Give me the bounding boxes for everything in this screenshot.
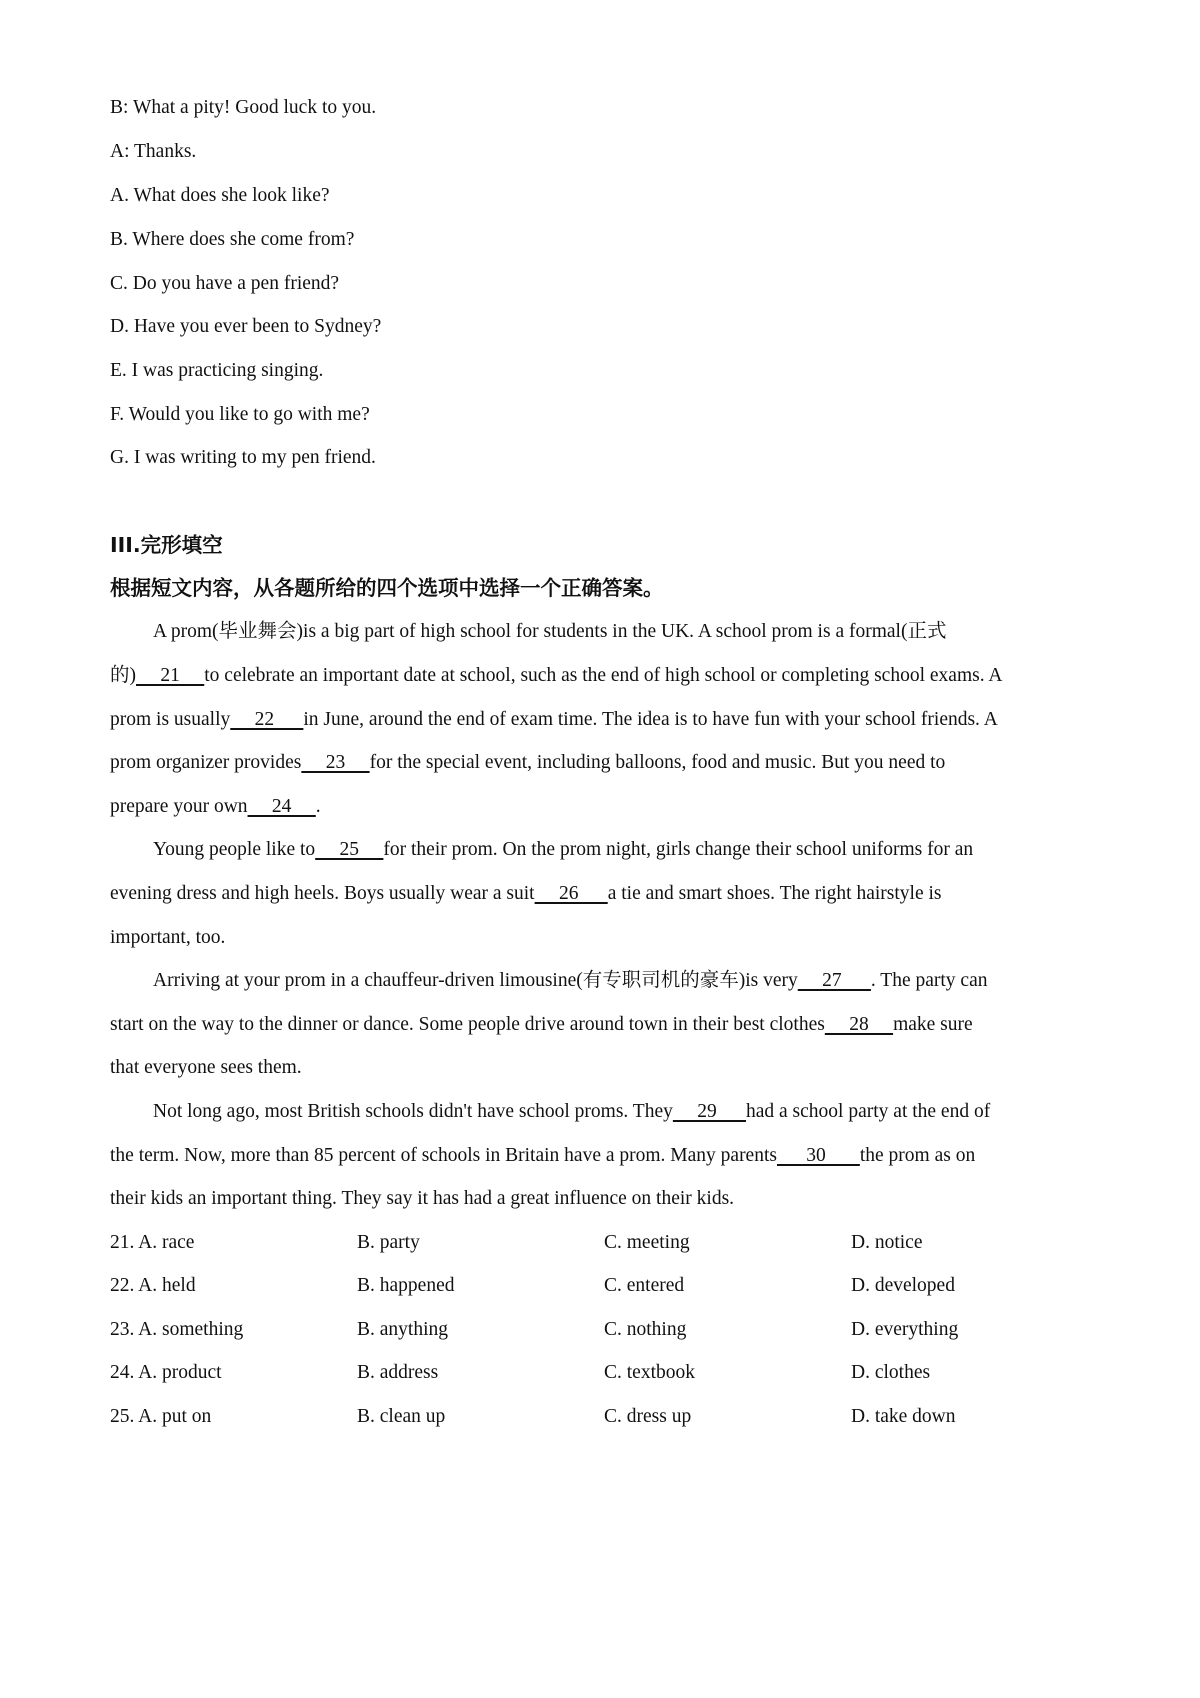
passage-text: that everyone sees them.: [110, 1057, 302, 1078]
passage-text: a tie and smart shoes. The right hairstyle is: [607, 883, 942, 904]
option-d[interactable]: D. everything: [851, 1319, 959, 1340]
option-b[interactable]: B. party: [357, 1232, 420, 1253]
dialogue-line: B: What a pity! Good luck to you.: [110, 97, 377, 118]
option-a[interactable]: 25. A. put on: [110, 1406, 212, 1427]
passage-text: .: [315, 796, 321, 817]
passage-line: [110, 795, 321, 819]
passage-line: [110, 664, 1002, 688]
passage-line: [110, 1144, 975, 1168]
question-options-23: [110, 1318, 1110, 1342]
option-b[interactable]: B. clean up: [357, 1406, 446, 1427]
question-options-21: [110, 1231, 1110, 1255]
option-c[interactable]: C. textbook: [604, 1362, 695, 1383]
option-a[interactable]: 24. A. product: [110, 1362, 222, 1383]
choice-item: C. Do you have a pen friend?: [110, 273, 340, 294]
blank-26[interactable]: 26: [534, 883, 608, 904]
passage-text: the prom as on: [859, 1145, 976, 1166]
passage-text: 的): [110, 665, 136, 686]
passage-text: prom organizer provides: [110, 752, 302, 773]
passage-text: . The party can: [870, 970, 988, 991]
blank-22[interactable]: 22: [230, 709, 304, 730]
option-b[interactable]: B. anything: [357, 1319, 448, 1340]
blank-21[interactable]: 21: [136, 665, 205, 686]
passage-text: had a school party at the end of: [746, 1101, 991, 1122]
passage-text: important, too.: [110, 927, 226, 948]
option-b[interactable]: B. happened: [357, 1275, 455, 1296]
blank-27[interactable]: 27: [797, 970, 871, 991]
option-d[interactable]: D. clothes: [851, 1362, 931, 1383]
passage-text: prom is usually: [110, 709, 231, 730]
option-d[interactable]: D. developed: [851, 1275, 955, 1296]
option-a[interactable]: 22. A. held: [110, 1275, 196, 1296]
passage-text: Young people like to: [153, 839, 316, 860]
passage-text: make sure: [893, 1014, 973, 1035]
option-c[interactable]: C. dress up: [604, 1406, 692, 1427]
passage-text: their kids an important thing. They say it has had a great influence on their kids.: [110, 1188, 735, 1209]
passage-text: start on the way to the dinner or dance. Some people drive around town in their best clothes: [110, 1014, 825, 1035]
question-options-22: [110, 1274, 1110, 1298]
passage-line: [110, 1056, 302, 1080]
passage-line: [110, 926, 225, 950]
question-options-24: [110, 1361, 1110, 1385]
option-c[interactable]: C. meeting: [604, 1232, 690, 1253]
dialogue-line: A: Thanks.: [110, 141, 197, 162]
option-a[interactable]: 23. A. something: [110, 1319, 244, 1340]
passage-text: A prom(毕业舞会)is a big part of high school for students in the UK. A school prom is a formal(正式: [153, 621, 947, 642]
choice-item: F. Would you like to go with me?: [110, 404, 370, 425]
passage-text: to celebrate an important date at school, such as the end of high school or completing school exams. A: [204, 665, 1003, 686]
passage-text: Not long ago, most British schools didn't have school proms. They: [153, 1101, 673, 1122]
passage-line: [110, 969, 988, 993]
blank-29[interactable]: 29: [672, 1101, 746, 1122]
passage-line: [110, 1013, 973, 1037]
question-options-25: [110, 1405, 1110, 1429]
passage-text: in June, around the end of exam time. The idea is to have fun with your school friends. A: [303, 709, 998, 730]
passage-line: [110, 1187, 734, 1211]
passage-line: [110, 708, 998, 732]
blank-30[interactable]: 30: [776, 1145, 860, 1166]
option-d[interactable]: D. notice: [851, 1232, 923, 1253]
passage-text: prepare your own: [110, 796, 248, 817]
blank-25[interactable]: 25: [315, 839, 384, 860]
passage-line: [110, 1100, 990, 1124]
option-c[interactable]: C. nothing: [604, 1319, 687, 1340]
option-c[interactable]: C. entered: [604, 1275, 685, 1296]
passage-text: Arriving at your prom in a chauffeur-driven limousine(有专职司机的豪车)is very: [153, 970, 798, 991]
choice-item: D. Have you ever been to Sydney?: [110, 316, 382, 337]
passage-text: evening dress and high heels. Boys usually wear a suit: [110, 883, 535, 904]
passage-text: for the special event, including balloons, food and music. But you need to: [369, 752, 946, 773]
passage-line: [110, 882, 942, 906]
passage-line: [110, 620, 946, 644]
choice-item: A. What does she look like?: [110, 185, 330, 206]
choice-item: E. I was practicing singing.: [110, 360, 324, 381]
blank-28[interactable]: 28: [824, 1014, 894, 1035]
passage-line: [110, 838, 973, 862]
blank-24[interactable]: 24: [247, 796, 316, 817]
blank-23[interactable]: 23: [301, 752, 370, 773]
passage-line: [110, 751, 945, 775]
passage-text: for their prom. On the prom night, girls change their school uniforms for an: [383, 839, 974, 860]
option-b[interactable]: B. address: [357, 1362, 439, 1383]
choice-item: B. Where does she come from?: [110, 229, 355, 250]
section-instruction: 根据短文内容，从各题所给的四个选项中选择一个正确答案。: [110, 576, 664, 600]
section-title: III.完形填空: [110, 533, 223, 557]
option-d[interactable]: D. take down: [851, 1406, 956, 1427]
option-a[interactable]: 21. A. race: [110, 1232, 195, 1253]
choice-item: G. I was writing to my pen friend.: [110, 447, 376, 468]
passage-text: the term. Now, more than 85 percent of schools in Britain have a prom. Many parents: [110, 1145, 777, 1166]
